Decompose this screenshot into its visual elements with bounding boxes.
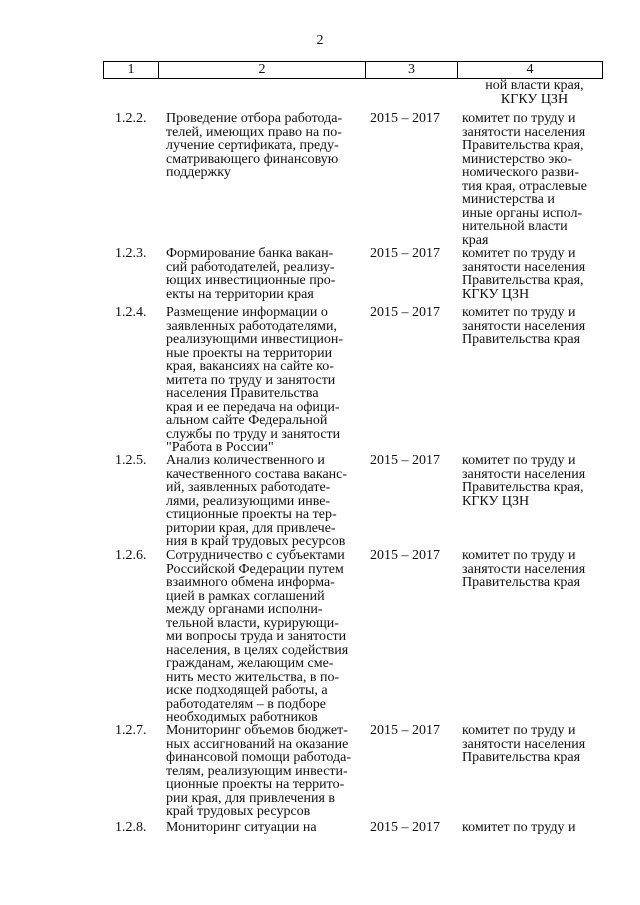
row-number: 1.2.8. (115, 820, 147, 835)
row-responsible: комитет по труду и (462, 820, 576, 835)
row-number: 1.2.5. (115, 453, 147, 468)
row-responsible: комитет по труду и занятости населения Правительства края (462, 548, 586, 590)
row-text: Проведение отбора работода- телей, имеющих право на по- лучение сертификата, преду- сматривающего финансовую поддержку (166, 111, 343, 180)
row-text: Сотрудничество с субъектами Российской Федерации путем взаимного обмена информа- цией в рамках соглашений между органами исполни- тельной власти, курирующи- ми вопросы труда и занятости населения, в целях содействия гражданам, желающим сме- нить место жительства, в по- иске подходящей работы, а работодателям – в подборе необходимых работников (166, 548, 349, 725)
row-years: 2015 – 2017 (370, 820, 440, 835)
row-text: Мониторинг объемов бюджет- ных ассигнований на оказание финансовой помощи работода- телям, реализующим инвести- ционные проекты на террито- рии края, для привлечения в край трудовых ресурсов (166, 723, 352, 819)
header-col-1: 1 (104, 62, 159, 78)
row-number: 1.2.3. (115, 246, 147, 261)
row-years: 2015 – 2017 (370, 111, 440, 126)
header-col-4: 4 (526, 62, 534, 77)
row-number: 1.2.7. (115, 723, 147, 738)
row-years: 2015 – 2017 (370, 723, 440, 738)
continuation-text: ной власти края, КГКУ ЦЗН (485, 78, 584, 107)
row-text: Мониторинг ситуации на (166, 820, 317, 835)
header-col-2: 2 (159, 62, 366, 78)
row-number: 1.2.6. (115, 548, 147, 563)
header-col-3: 3 (366, 62, 458, 78)
row-text: Анализ количественного и качественного состава ваканс- ий, заявленных работодате- лями, реализующими инве- стиционные проекты на тер- ритории края, для привлече- ния в край трудовых ресурсов (166, 453, 348, 549)
row-responsible: комитет по труду и занятости населения Правительства края, министерство эко- номического разви- тия края, отраслевые министерства и иные органы испол- нительной власти края (462, 111, 587, 248)
table-header (103, 61, 603, 79)
row-text: Формирование банка вакан- сий работодателей, реализу- ющих инвестиционные про- екты на территории края (166, 246, 336, 302)
row-years: 2015 – 2017 (370, 246, 440, 261)
row-years: 2015 – 2017 (370, 453, 440, 468)
row-responsible: комитет по труду и занятости населения Правительства края, КГКУ ЦЗН (462, 453, 586, 509)
row-responsible: комитет по труду и занятости населения Правительства края (462, 305, 586, 347)
row-years: 2015 – 2017 (370, 548, 440, 563)
row-number: 1.2.2. (115, 111, 147, 126)
row-text: Размещение информации о заявленных работодателями, реализующими инвестицион- ные проекты на территории края, вакансиях на сайте ко- митета по труду и занятости населения Правительства края и ее передача на офици- альном сайте Федеральной службы по труду и занятости "Работа в России" (166, 305, 344, 455)
row-years: 2015 – 2017 (370, 305, 440, 320)
row-responsible: комитет по труду и занятости населения Правительства края (462, 723, 586, 765)
row-number: 1.2.4. (115, 305, 147, 320)
row-responsible: комитет по труду и занятости населения Правительства края, КГКУ ЦЗН (462, 246, 586, 302)
page-number: 2 (316, 33, 324, 48)
